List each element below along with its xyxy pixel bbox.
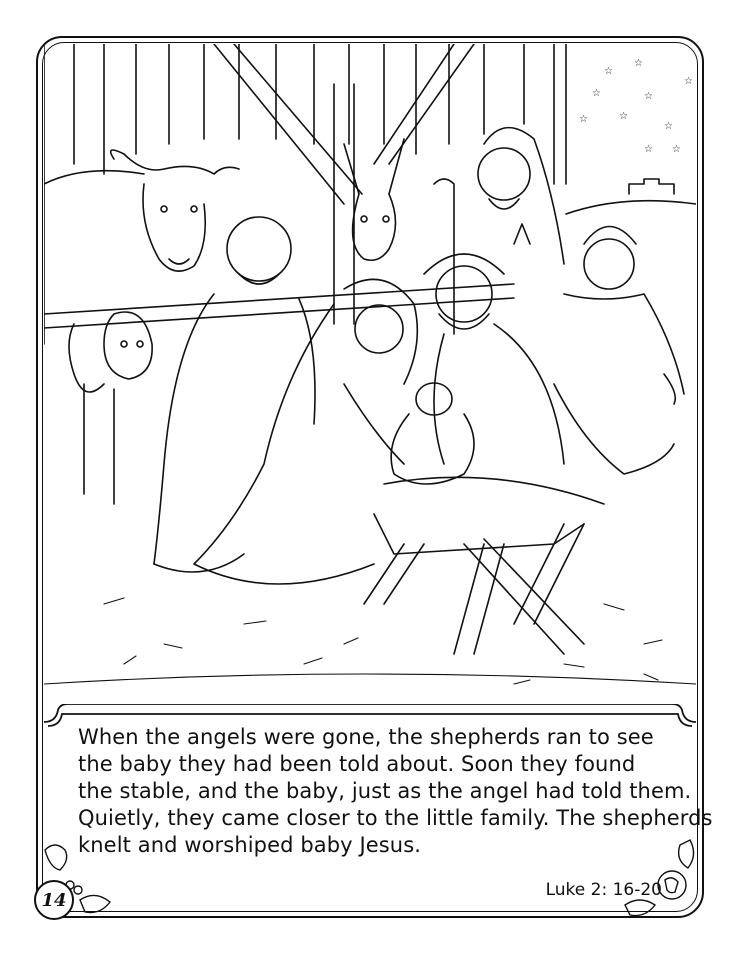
shepherd-young [554,227,684,475]
svg-text:☆: ☆ [644,144,653,155]
donkey [344,139,404,260]
svg-text:☆: ☆ [592,88,601,99]
story-line: Quietly, they came closer to the little family. The shepherds [78,806,713,830]
mary [194,279,417,584]
manger [364,477,604,654]
svg-text:☆: ☆ [664,121,673,132]
shepherd-left [154,217,315,572]
scripture-reference: Luke 2: 16-20 [545,880,662,900]
story-line: When the angels were gone, the shepherds ran to see [78,725,654,749]
story-text [78,724,713,859]
svg-text:☆: ☆ [579,114,588,125]
distant-town [566,179,696,214]
svg-text:☆: ☆ [619,111,628,122]
svg-text:☆: ☆ [684,76,693,87]
svg-text:☆: ☆ [672,144,681,155]
story-line: the stable, and the baby, just as the angel had told them. [78,779,692,803]
joseph [424,179,564,464]
stars [579,58,693,155]
svg-text:☆: ☆ [604,66,613,77]
svg-text:☆: ☆ [644,91,653,102]
shepherd-older [478,128,564,264]
cow [44,150,239,271]
page-number: 14 [34,880,74,920]
straw-ground [44,598,696,684]
story-line: knelt and worshiped baby Jesus. [78,833,422,857]
baby-jesus [391,383,474,484]
nativity-illustration [44,44,696,704]
caption-panel [44,704,713,910]
svg-text:☆: ☆ [634,58,643,69]
holly-right-icon [620,830,700,920]
story-line: the baby they had been told about. Soon they found [78,752,636,776]
sheep [69,312,152,504]
